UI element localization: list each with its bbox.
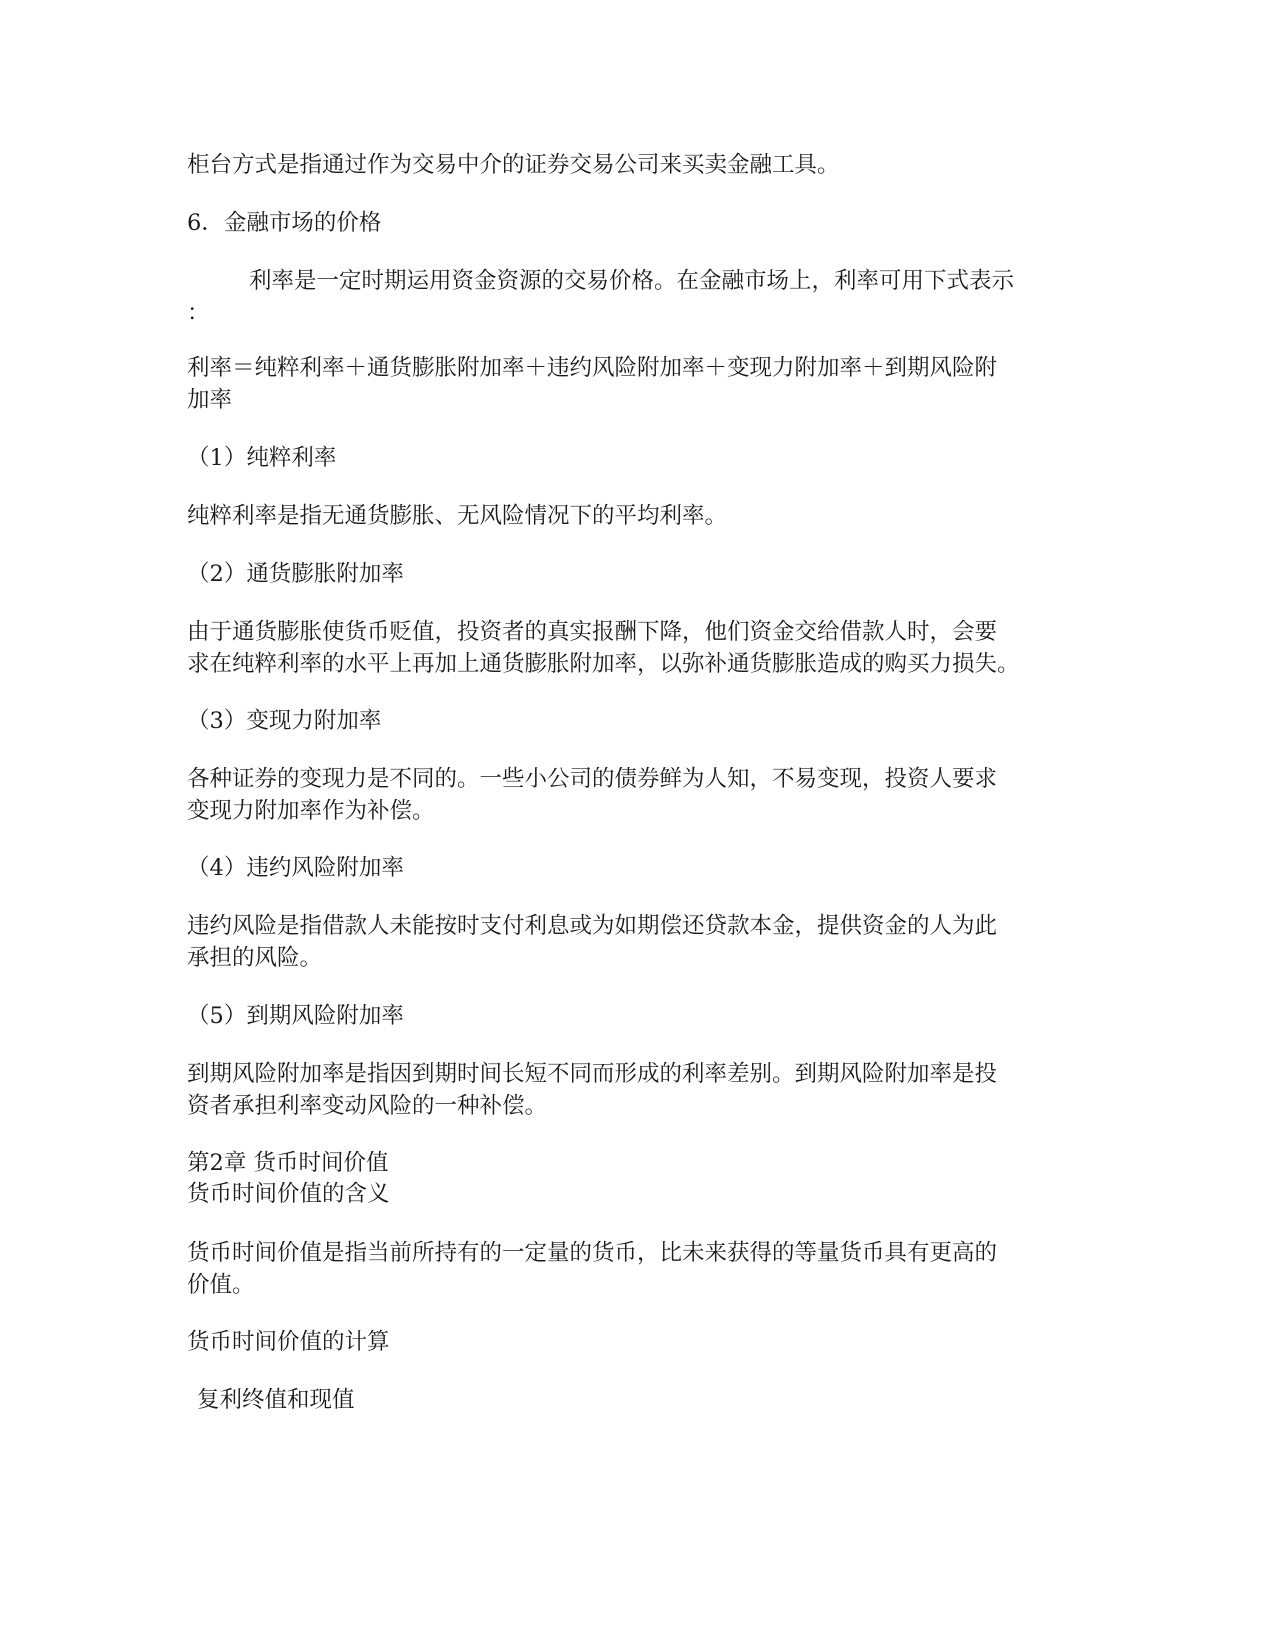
section-heading-market-price: 6．金融市场的价格 [187, 210, 382, 236]
item-heading-default-premium: （4）违约风险附加率 [187, 855, 404, 881]
item-heading-liquidity-premium: （3）变现力附加率 [187, 708, 382, 734]
formula-interest-rate-cont: 加率 [187, 387, 233, 413]
paragraph-liquidity-premium: 各种证券的变现力是不同的。一些小公司的债券鲜为人知，不易变现，投资人要求 [187, 766, 998, 792]
item-heading-pure-rate: （1）纯粹利率 [187, 445, 337, 471]
item-heading-inflation-premium: （2）通货膨胀附加率 [187, 561, 404, 587]
item-heading-maturity-premium: （5）到期风险附加率 [187, 1003, 404, 1029]
paragraph-interest-definition: 利率是一定时期运用资金资源的交易价格。在金融市场上，利率可用下式表示 [249, 268, 1015, 294]
paragraph-interest-definition-cont: ： [187, 300, 210, 326]
section-heading-tvm-calculation: 货币时间价值的计算 [187, 1329, 390, 1355]
paragraph-liquidity-premium-cont: 变现力附加率作为补偿。 [187, 798, 435, 824]
paragraph-inflation-premium-cont: 求在纯粹利率的水平上再加上通货膨胀附加率，以弥补通货膨胀造成的购买力损失。 [187, 651, 1020, 677]
paragraph-pure-rate: 纯粹利率是指无通货膨胀、无风险情况下的平均利率。 [187, 503, 728, 529]
subsection-heading-compound-value: 复利终值和现值 [197, 1387, 355, 1413]
paragraph-tvm-definition-cont: 价值。 [187, 1272, 255, 1298]
formula-interest-rate: 利率＝纯粹利率＋通货膨胀附加率＋违约风险附加率＋变现力附加率＋到期风险附 [187, 355, 998, 381]
paragraph-maturity-premium: 到期风险附加率是指因到期时间长短不同而形成的利率差别。到期风险附加率是投 [187, 1061, 998, 1087]
paragraph-maturity-premium-cont: 资者承担利率变动风险的一种补偿。 [187, 1093, 548, 1119]
paragraph-default-premium-cont: 承担的风险。 [187, 945, 323, 971]
paragraph-tvm-definition: 货币时间价值是指当前所持有的一定量的货币，比未来获得的等量货币具有更高的 [187, 1240, 998, 1266]
chapter-heading: 第2章 货币时间价值 [187, 1150, 389, 1176]
section-heading-tvm-meaning: 货币时间价值的含义 [187, 1181, 390, 1207]
paragraph-inflation-premium: 由于通货膨胀使货币贬值，投资者的真实报酬下降，他们资金交给借款人时，会要 [187, 619, 998, 645]
paragraph-default-premium: 违约风险是指借款人未能按时支付利息或为如期偿还贷款本金，提供资金的人为此 [187, 913, 998, 939]
paragraph-counter-method: 柜台方式是指通过作为交易中介的证券交易公司来买卖金融工具。 [187, 152, 840, 178]
